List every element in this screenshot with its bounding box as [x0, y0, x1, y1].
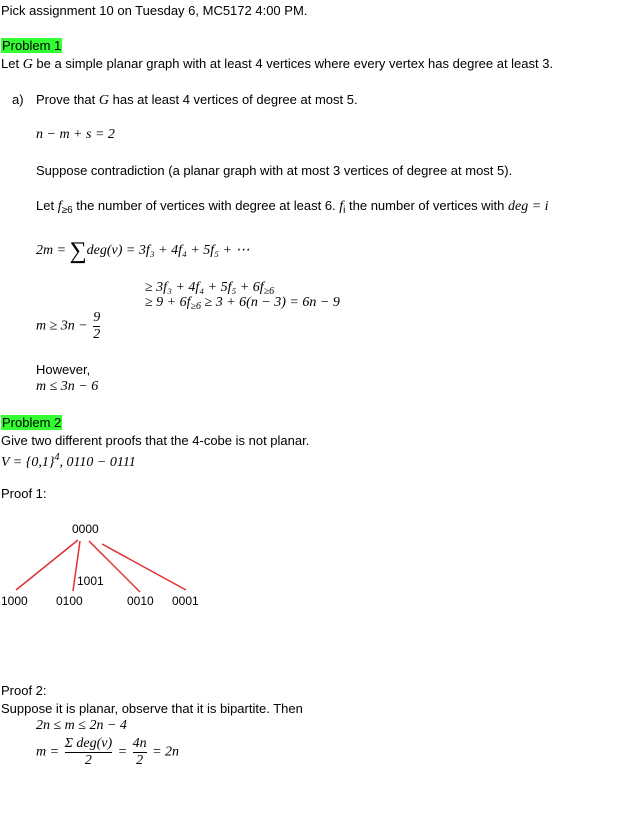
vset-pre: V = {0,1}: [1, 455, 55, 470]
vset-post: , 0110 − 0111: [59, 455, 136, 470]
part-a-post: has at least 4 vertices of degree at most 5.: [109, 92, 358, 107]
fi-sub: i: [343, 205, 346, 216]
proof-2-label: Proof 2:: [1, 683, 47, 698]
fraction-4n-2: [133, 736, 147, 769]
equation-degree-sum: [36, 736, 179, 769]
problem-2-highlight: Problem 2: [2, 415, 62, 430]
problem-2-statement: Give two different proofs that the 4-cobe is not planar.: [1, 433, 310, 448]
graph-var: G: [22, 57, 33, 72]
node-0001: 0001: [172, 594, 199, 608]
eq1-lhs: 2m =: [36, 243, 70, 258]
eq3-pre: ≥ 9 + 6f: [145, 295, 191, 310]
eq3-post: ≥ 3 + 6(n − 3) = 6n − 9: [201, 295, 340, 310]
let-mid: the number of vertices with degree at least 6.: [72, 198, 340, 213]
contradiction-text: Suppose contradiction (a planar graph with at most 3 vertices of degree at most 5).: [36, 163, 513, 178]
eq1-rhs: deg(v) = 3f₃ + 4f₄ + 5f₅ + ⋯: [86, 243, 250, 258]
euler-formula: n − m + s = 2: [36, 127, 115, 142]
sum-symbol: ∑: [69, 238, 87, 264]
eq3-sub: ≥6: [190, 301, 202, 312]
eq2-text: ≥ 3f₃ + 4f₄ + 5f₅ + 6f: [145, 280, 264, 295]
fraction-deg-sum: [65, 736, 113, 769]
frac-4n-den: 2: [133, 752, 147, 769]
stmt-pre: Let: [1, 56, 23, 71]
eq4-rhs: = 2n: [148, 744, 180, 760]
eq4-lhs: m =: [36, 744, 63, 760]
let-mid2: the number of vertices with: [345, 198, 508, 213]
frac-deg-num: Σ deg(v): [64, 736, 113, 751]
node-1000: 1000: [1, 594, 28, 608]
frac-4n-num: 4n: [132, 736, 147, 751]
vset-sup: 4: [54, 452, 60, 463]
assignment-header: Pick assignment 10 on Tuesday 6, MC5172 4:00 PM.: [1, 3, 308, 18]
frac-num: 9: [93, 310, 101, 325]
node-1001: 1001: [77, 574, 104, 588]
however-text: However,: [36, 362, 91, 377]
node-0010: 0010: [127, 594, 154, 608]
problem-1-highlight: Problem 1: [2, 38, 62, 53]
f-var: f: [57, 199, 62, 214]
eq4-eq: =: [114, 744, 131, 760]
node-0000: 0000: [72, 522, 99, 536]
edge-0000-1000: [16, 540, 78, 590]
stmt-post: be a simple planar graph with at least 4 vertices where every vertex has degree at least 3.: [32, 56, 554, 71]
inequality-bipartite: 2n ≤ m ≤ 2n − 4: [36, 718, 127, 733]
ineq-lhs: m ≥ 3n −: [36, 318, 92, 334]
deg-var: deg = i: [507, 199, 549, 214]
part-a-marker: a): [12, 92, 24, 107]
fi-var: f: [339, 199, 344, 214]
part-a-pre: Prove that: [36, 92, 99, 107]
f-sub: ≥6: [61, 205, 73, 216]
inequality-m-2: m ≤ 3n − 6: [36, 379, 99, 394]
node-0100: 0100: [56, 594, 83, 608]
proof-2-statement: Suppose it is planar, observe that it is bipartite. Then: [1, 701, 303, 716]
eq2-sub: ≥6: [263, 286, 275, 297]
frac-den: 2: [93, 327, 101, 342]
let-pre: Let: [36, 198, 58, 213]
proof-1-label: Proof 1:: [1, 486, 47, 501]
frac-deg-den: 2: [65, 752, 113, 769]
part-a-var: G: [98, 93, 109, 108]
